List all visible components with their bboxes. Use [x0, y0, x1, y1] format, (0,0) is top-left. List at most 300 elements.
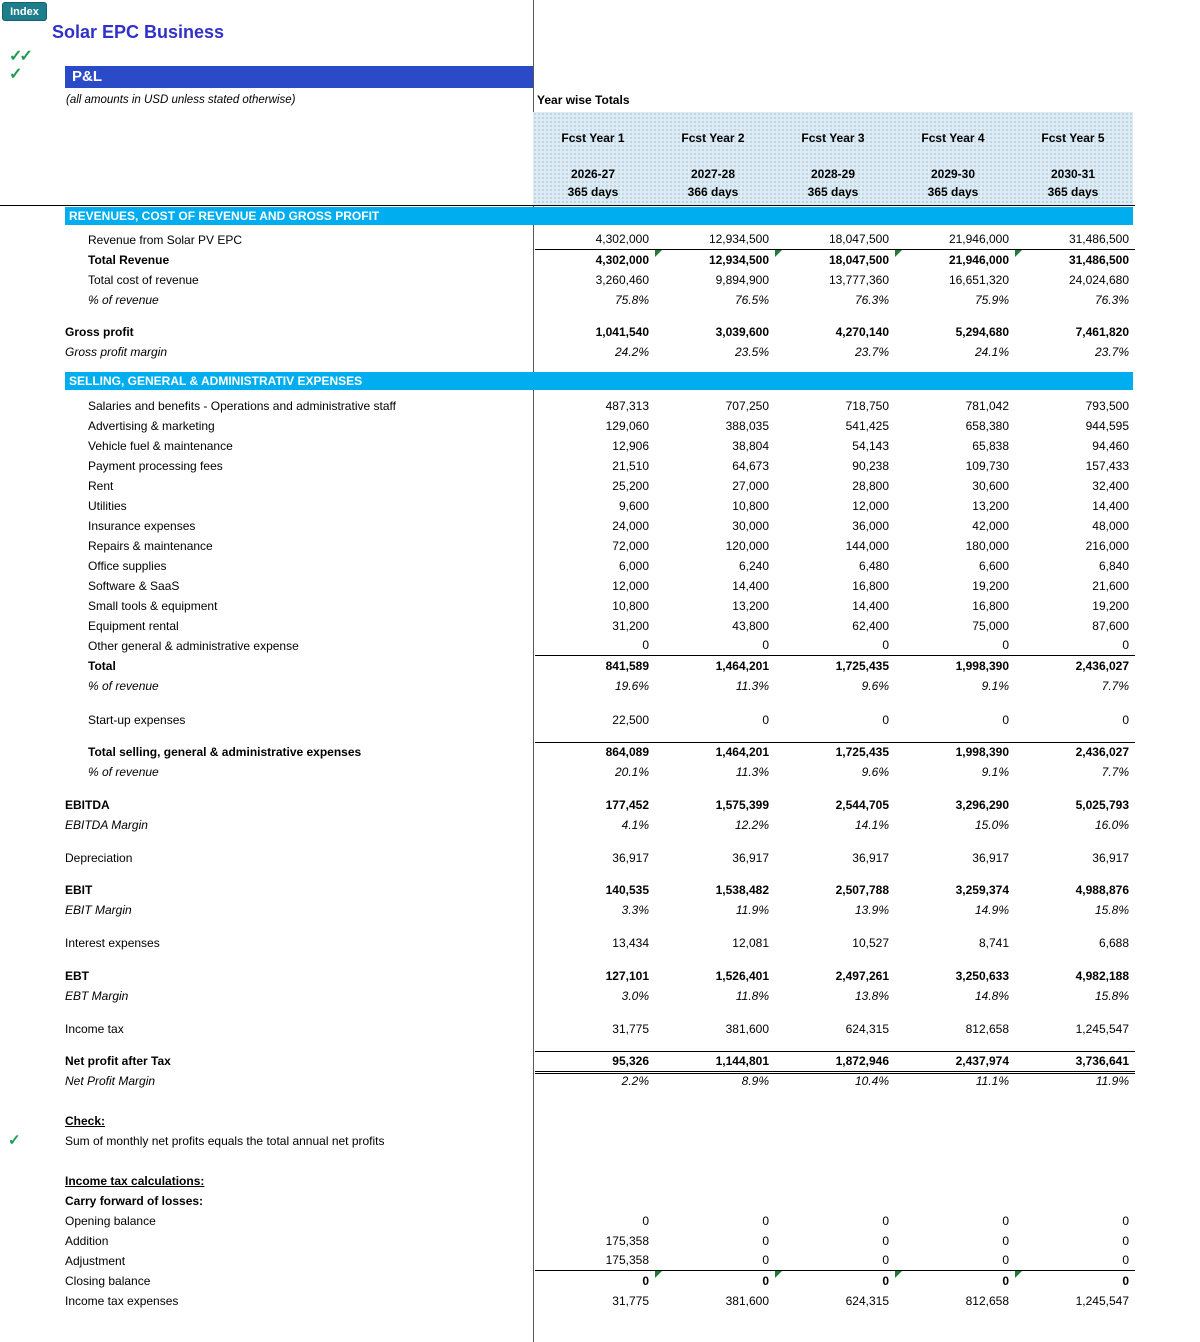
value-cell[interactable]: 0 — [1122, 1214, 1129, 1228]
table-row — [0, 900, 1135, 920]
column-header-days: 366 days — [687, 185, 739, 199]
row-label-cell[interactable]: Total — [88, 659, 116, 673]
value-cell[interactable]: 90,238 — [852, 459, 889, 473]
row-label-cell[interactable]: Sum of monthly net profits equals the total annual net profits — [65, 1134, 385, 1148]
value-cell[interactable]: 24.1% — [974, 345, 1009, 359]
value-cell[interactable]: 388,035 — [725, 419, 769, 433]
row-label-cell[interactable]: EBIT — [65, 883, 93, 897]
value-cell[interactable]: 9.1% — [981, 765, 1009, 779]
value-cell[interactable]: 175,358 — [605, 1234, 649, 1248]
value-cell[interactable]: 4,302,000 — [535, 230, 655, 250]
value-cell[interactable]: 0 — [655, 1251, 775, 1271]
value-cell[interactable]: 31,775 — [612, 1294, 649, 1308]
table-row — [0, 1191, 1135, 1211]
spacer — [0, 362, 1135, 372]
check-icon: ✓ — [9, 66, 23, 83]
value-cell[interactable]: 27,000 — [732, 479, 769, 493]
value-cell[interactable]: 11.9% — [1095, 1074, 1129, 1088]
value-cell[interactable]: 658,380 — [965, 419, 1009, 433]
table-row — [0, 1271, 1135, 1291]
table-row — [0, 795, 1135, 815]
value-cell[interactable]: 216,000 — [1085, 539, 1129, 553]
spacer — [0, 868, 1135, 880]
value-cell[interactable]: 11.9% — [735, 903, 769, 917]
table-row — [0, 815, 1135, 835]
row-label-cell[interactable]: Other general & administrative expense — [88, 639, 299, 653]
value-cell[interactable]: 10,800 — [612, 599, 649, 613]
value-cell[interactable]: 20.1% — [614, 765, 649, 779]
value-cell[interactable]: 7.7% — [1101, 765, 1129, 779]
value-cell[interactable]: 2,544,705 — [835, 798, 889, 812]
value-cell[interactable]: 72,000 — [612, 539, 649, 553]
row-label-cell[interactable]: EBIT Margin — [65, 903, 132, 917]
row-label-cell[interactable]: % of revenue — [88, 765, 159, 779]
value-cell[interactable]: 11.1% — [975, 1074, 1009, 1088]
value-cell[interactable]: 177,452 — [605, 798, 649, 812]
value-cell[interactable]: 12.2% — [734, 818, 769, 832]
table-row — [0, 476, 1135, 496]
value-cell[interactable]: 0 — [1122, 713, 1129, 727]
value-cell[interactable]: 16,651,320 — [948, 273, 1009, 287]
value-cell[interactable]: 25,200 — [612, 479, 649, 493]
value-cell[interactable]: 144,000 — [845, 539, 889, 553]
value-cell[interactable]: 120,000 — [725, 539, 769, 553]
value-cell[interactable]: 14,400 — [732, 579, 769, 593]
value-cell[interactable]: 3,736,641 — [1015, 1051, 1135, 1074]
row-label-cell[interactable]: EBT — [65, 969, 89, 983]
spacer — [0, 696, 1135, 710]
value-cell[interactable]: 87,600 — [1092, 619, 1129, 633]
value-cell[interactable]: 180,000 — [965, 539, 1009, 553]
row-label-cell[interactable]: Small tools & equipment — [88, 599, 218, 613]
value-cell[interactable]: 3,039,600 — [715, 325, 769, 339]
spacer — [0, 730, 1135, 742]
value-cell[interactable]: 1,144,801 — [655, 1051, 775, 1074]
value-cell[interactable]: 16.0% — [1094, 818, 1129, 832]
value-cell[interactable]: 5,294,680 — [955, 325, 1009, 339]
value-cell[interactable]: 1,725,435 — [835, 659, 889, 673]
value-cell[interactable]: 95,326 — [535, 1051, 655, 1074]
value-cell[interactable]: 1,725,435 — [775, 742, 895, 762]
value-cell[interactable]: 0 — [1002, 1214, 1009, 1228]
value-cell[interactable]: 2.2% — [621, 1074, 649, 1088]
value-cell[interactable]: 0 — [882, 1214, 889, 1228]
table-row — [0, 536, 1135, 556]
value-cell[interactable]: 24.2% — [614, 345, 649, 359]
value-cell[interactable]: 19.6% — [614, 679, 649, 693]
value-cell[interactable]: 0 — [775, 1251, 895, 1271]
value-cell[interactable]: 65,838 — [972, 439, 1009, 453]
value-cell[interactable]: 12,934,500 — [655, 230, 775, 250]
value-cell[interactable]: 36,917 — [852, 851, 889, 865]
value-cell[interactable]: 12,000 — [612, 579, 649, 593]
row-label-cell[interactable]: Check: — [65, 1114, 106, 1128]
column-header-period: 2028-29 — [810, 167, 856, 181]
value-cell[interactable]: 1,041,540 — [595, 325, 649, 339]
row-label-cell[interactable]: Gross profit margin — [65, 345, 168, 359]
value-cell[interactable]: 6,480 — [858, 559, 889, 573]
value-cell[interactable]: 16,800 — [972, 599, 1009, 613]
row-label-cell[interactable]: Total selling, general & administrative expenses — [88, 745, 362, 759]
row-label-cell[interactable]: Software & SaaS — [88, 579, 180, 593]
table-row — [0, 933, 1135, 953]
value-cell[interactable]: 0 — [895, 636, 1015, 656]
green-corner-flag-icon — [895, 1271, 902, 1278]
table-row — [0, 1051, 1135, 1071]
value-cell[interactable]: 16,800 — [852, 579, 889, 593]
value-cell[interactable]: 0 — [1015, 636, 1135, 656]
value-cell[interactable]: 381,600 — [725, 1294, 769, 1308]
value-cell[interactable]: 15.8% — [1094, 903, 1129, 917]
value-cell[interactable]: 0 — [762, 1234, 769, 1248]
value-cell[interactable]: 7.7% — [1101, 679, 1129, 693]
value-cell[interactable]: 62,400 — [852, 619, 889, 633]
spacer — [0, 1006, 1135, 1019]
value-cell[interactable]: 1,464,201 — [715, 659, 769, 673]
sheet-title-bar[interactable] — [65, 66, 533, 88]
column-header-period: 2027-28 — [690, 167, 736, 181]
section-header-bar[interactable] — [65, 207, 1133, 225]
row-label-cell[interactable]: Total Revenue — [88, 253, 170, 267]
value-cell[interactable]: 36,917 — [612, 851, 649, 865]
table-row — [0, 1291, 1135, 1311]
row-label-cell[interactable]: Income tax — [65, 1022, 124, 1036]
row-label-cell[interactable]: Salaries and benefits - Operations and administrative staff — [88, 399, 396, 413]
value-cell[interactable]: 14.8% — [974, 989, 1009, 1003]
value-cell[interactable]: 28,800 — [852, 479, 889, 493]
value-cell[interactable]: 21,946,000 — [895, 250, 1015, 270]
value-cell[interactable]: 2,437,974 — [895, 1051, 1015, 1074]
value-cell[interactable]: 13.8% — [854, 989, 889, 1003]
table-row — [0, 656, 1135, 676]
index-button[interactable]: Index — [2, 2, 47, 21]
value-cell[interactable]: 14,400 — [852, 599, 889, 613]
row-label-cell[interactable]: Utilities — [88, 499, 127, 513]
row-label-cell[interactable]: Adjustment — [65, 1254, 126, 1268]
row-label-cell[interactable]: Net profit after Tax — [65, 1054, 171, 1068]
value-cell[interactable]: 6,840 — [1098, 559, 1129, 573]
row-label-cell[interactable]: % of revenue — [88, 293, 159, 307]
value-cell[interactable]: 23.5% — [734, 345, 769, 359]
value-cell[interactable]: 793,500 — [1085, 399, 1129, 413]
row-label-cell[interactable]: Advertising & marketing — [88, 419, 215, 433]
value-cell[interactable]: 48,000 — [1092, 519, 1129, 533]
value-cell[interactable]: 127,101 — [605, 969, 649, 983]
value-cell[interactable]: 0 — [882, 713, 889, 727]
row-label-cell[interactable]: Rent — [88, 479, 114, 493]
value-cell[interactable]: 75.8% — [614, 293, 649, 307]
row-label-cell[interactable]: Start-up expenses — [88, 713, 186, 727]
value-cell[interactable]: 22,500 — [612, 713, 649, 727]
value-cell[interactable]: 76.5% — [734, 293, 769, 307]
spacer — [0, 782, 1135, 795]
value-cell[interactable]: 0 — [775, 636, 895, 656]
value-cell[interactable]: 64,673 — [732, 459, 769, 473]
value-cell[interactable]: 109,730 — [965, 459, 1009, 473]
table-row — [0, 576, 1135, 596]
value-cell[interactable]: 381,600 — [725, 1022, 769, 1036]
value-cell[interactable]: 21,510 — [612, 459, 649, 473]
value-cell[interactable]: 2,436,027 — [1015, 742, 1135, 762]
value-cell[interactable]: 3,250,633 — [955, 969, 1009, 983]
value-cell[interactable]: 54,143 — [852, 439, 889, 453]
section-header-bar[interactable] — [65, 372, 1133, 390]
green-corner-flag-icon — [895, 250, 902, 257]
value-cell[interactable]: 0 — [1002, 713, 1009, 727]
value-cell[interactable]: 781,042 — [965, 399, 1009, 413]
row-label-cell[interactable]: Office supplies — [88, 559, 167, 573]
value-cell[interactable]: 864,089 — [535, 742, 655, 762]
row-label-cell[interactable]: Depreciation — [65, 851, 133, 865]
value-cell[interactable]: 812,658 — [965, 1294, 1009, 1308]
value-cell[interactable]: 43,800 — [732, 619, 769, 633]
row-label-cell[interactable]: Opening balance — [65, 1214, 156, 1228]
value-cell[interactable]: 0 — [1015, 1251, 1135, 1271]
value-cell[interactable]: 0 — [1122, 1234, 1129, 1248]
value-cell[interactable]: 36,000 — [852, 519, 889, 533]
value-cell[interactable]: 23.7% — [1094, 345, 1129, 359]
value-cell[interactable]: 15.8% — [1094, 989, 1129, 1003]
value-cell[interactable]: 14.1% — [854, 818, 889, 832]
value-cell[interactable]: 38,804 — [732, 439, 769, 453]
column-header-period: 2030-31 — [1050, 167, 1096, 181]
value-cell[interactable]: 140,535 — [605, 883, 649, 897]
value-cell[interactable]: 0 — [655, 636, 775, 656]
value-cell[interactable]: 0 — [655, 1271, 775, 1291]
value-cell[interactable]: 3,259,374 — [955, 883, 1009, 897]
value-cell[interactable]: 0 — [882, 1234, 889, 1248]
value-cell[interactable]: 75,000 — [972, 619, 1009, 633]
value-cell[interactable]: 0 — [895, 1271, 1015, 1291]
value-cell[interactable]: 9,600 — [618, 499, 649, 513]
row-label-cell[interactable]: Total cost of revenue — [88, 273, 199, 287]
row-label-cell[interactable]: Gross profit — [65, 325, 134, 339]
table-row — [0, 880, 1135, 900]
value-cell[interactable]: 1,464,201 — [655, 742, 775, 762]
value-cell[interactable]: 31,775 — [612, 1022, 649, 1036]
value-cell[interactable]: 3,296,290 — [955, 798, 1009, 812]
value-cell[interactable]: 707,250 — [725, 399, 769, 413]
value-cell[interactable]: 24,024,680 — [1068, 273, 1129, 287]
value-cell[interactable]: 1,998,390 — [895, 742, 1015, 762]
value-cell[interactable]: 9,894,900 — [715, 273, 769, 287]
value-cell[interactable]: 157,433 — [1085, 459, 1129, 473]
value-cell[interactable]: 12,906 — [612, 439, 649, 453]
value-cell[interactable]: 3,260,460 — [595, 273, 649, 287]
table-row — [0, 636, 1135, 656]
value-cell[interactable]: 1,872,946 — [775, 1051, 895, 1074]
value-cell[interactable]: 36,917 — [972, 851, 1009, 865]
column-header-name: Fcst Year 2 — [681, 131, 745, 145]
value-cell[interactable]: 8,741 — [978, 936, 1009, 950]
table-row — [0, 616, 1135, 636]
value-cell[interactable]: 0 — [1015, 1271, 1135, 1291]
value-cell[interactable]: 0 — [762, 713, 769, 727]
column-header[interactable] — [533, 112, 653, 205]
value-cell[interactable]: 9.6% — [861, 765, 889, 779]
value-cell[interactable]: 4,988,876 — [1075, 883, 1129, 897]
value-cell[interactable]: 0 — [642, 1274, 649, 1288]
spacer — [0, 920, 1135, 933]
row-label-cell[interactable]: % of revenue — [88, 679, 159, 693]
value-cell[interactable]: 9.6% — [861, 679, 889, 693]
column-header-days: 365 days — [927, 185, 979, 199]
value-cell[interactable]: 75.9% — [974, 293, 1009, 307]
value-cell[interactable]: 8.9% — [741, 1074, 769, 1088]
value-cell[interactable]: 7,461,820 — [1075, 325, 1129, 339]
value-cell[interactable]: 129,060 — [605, 419, 649, 433]
value-cell[interactable]: 0 — [775, 1271, 895, 1291]
row-label-cell[interactable]: Net Profit Margin — [65, 1074, 156, 1088]
value-cell[interactable]: 10.4% — [854, 1074, 889, 1088]
value-cell[interactable]: 18,047,500 — [775, 250, 895, 270]
value-cell[interactable]: 0 — [642, 1214, 649, 1228]
value-cell[interactable]: 5,025,793 — [1075, 798, 1129, 812]
value-cell[interactable]: 0 — [895, 1251, 1015, 1271]
table-row — [0, 966, 1135, 986]
row-label-cell[interactable]: Equipment rental — [88, 619, 179, 633]
table-row — [0, 516, 1135, 536]
value-cell[interactable]: 21,946,000 — [895, 230, 1015, 250]
row-label-cell[interactable]: Revenue from Solar PV EPC — [88, 233, 243, 247]
value-cell[interactable]: 2,507,788 — [835, 883, 889, 897]
value-cell[interactable]: 76.3% — [854, 293, 889, 307]
value-cell[interactable]: 18,047,500 — [775, 230, 895, 250]
value-cell[interactable]: 3.0% — [621, 989, 649, 1003]
value-cell[interactable]: 624,315 — [845, 1294, 889, 1308]
value-cell[interactable]: 1,575,399 — [715, 798, 769, 812]
value-cell[interactable]: 718,750 — [845, 399, 889, 413]
column-header[interactable] — [653, 112, 773, 205]
value-cell[interactable]: 1,998,390 — [955, 659, 1009, 673]
value-cell[interactable]: 31,486,500 — [1015, 250, 1135, 270]
value-cell[interactable]: 0 — [762, 1214, 769, 1228]
value-cell[interactable]: 4.1% — [621, 818, 649, 832]
value-cell[interactable]: 487,313 — [605, 399, 649, 413]
row-label-cell[interactable]: EBITDA Margin — [65, 818, 148, 832]
value-cell[interactable]: 12,934,500 — [655, 250, 775, 270]
table-row — [0, 1019, 1135, 1039]
value-cell[interactable]: 76.3% — [1094, 293, 1129, 307]
value-cell[interactable]: 13,200 — [732, 599, 769, 613]
value-cell[interactable]: 42,000 — [972, 519, 1009, 533]
row-label-cell[interactable]: Closing balance — [65, 1274, 151, 1288]
table-row — [0, 436, 1135, 456]
value-cell[interactable]: 10,800 — [732, 499, 769, 513]
value-cell[interactable]: 21,600 — [1092, 579, 1129, 593]
value-cell[interactable]: 13,200 — [972, 499, 1009, 513]
value-cell[interactable]: 841,589 — [605, 659, 649, 673]
value-cell[interactable]: 1,526,401 — [715, 969, 769, 983]
value-cell[interactable]: 24,000 — [612, 519, 649, 533]
value-cell[interactable]: 13,434 — [612, 936, 649, 950]
value-cell[interactable]: 1,245,547 — [1075, 1294, 1129, 1308]
value-cell[interactable]: 12,081 — [732, 936, 769, 950]
row-label-cell[interactable]: Income tax calculations: — [65, 1174, 205, 1188]
value-cell[interactable]: 11.3% — [735, 765, 769, 779]
row-label-cell[interactable]: EBITDA — [65, 798, 110, 812]
value-cell[interactable]: 6,688 — [1098, 936, 1129, 950]
table-row — [0, 290, 1135, 310]
table-row — [0, 1171, 1135, 1191]
value-cell[interactable]: 31,200 — [612, 619, 649, 633]
value-cell[interactable]: 1,245,547 — [1075, 1022, 1129, 1036]
value-cell[interactable]: 944,595 — [1085, 419, 1129, 433]
value-cell[interactable]: 2,436,027 — [1075, 659, 1129, 673]
value-cell[interactable]: 12,000 — [852, 499, 889, 513]
table-row — [0, 848, 1135, 868]
value-cell[interactable]: 30,000 — [732, 519, 769, 533]
value-cell[interactable]: 3.3% — [621, 903, 649, 917]
column-header-days: 365 days — [807, 185, 859, 199]
value-cell[interactable]: 10,527 — [852, 936, 889, 950]
row-label-cell[interactable]: EBT Margin — [65, 989, 129, 1003]
value-cell[interactable]: 175,358 — [535, 1251, 655, 1271]
value-cell[interactable]: 36,917 — [732, 851, 769, 865]
value-cell[interactable]: 32,400 — [1092, 479, 1129, 493]
value-cell[interactable]: 13,777,360 — [828, 273, 889, 287]
page-title: Solar EPC Business — [52, 22, 225, 42]
value-cell[interactable]: 1,538,482 — [715, 883, 769, 897]
value-cell[interactable]: 0 — [1002, 1234, 1009, 1248]
spacer — [0, 835, 1135, 848]
value-cell[interactable]: 31,486,500 — [1015, 230, 1135, 250]
value-cell[interactable]: 14,400 — [1092, 499, 1129, 513]
value-cell[interactable]: 11.8% — [735, 989, 769, 1003]
table-row — [0, 456, 1135, 476]
value-cell[interactable]: 4,270,140 — [835, 325, 889, 339]
row-label-cell[interactable]: Income tax expenses — [65, 1294, 179, 1308]
value-cell[interactable]: 6,240 — [738, 559, 769, 573]
row-label-cell[interactable]: Vehicle fuel & maintenance — [88, 439, 233, 453]
value-cell[interactable]: 2,497,261 — [835, 969, 889, 983]
value-cell[interactable]: 6,000 — [618, 559, 649, 573]
value-cell[interactable]: 14.9% — [974, 903, 1009, 917]
value-cell[interactable]: 15.0% — [974, 818, 1009, 832]
column-header[interactable] — [773, 112, 893, 205]
column-header[interactable] — [893, 112, 1013, 205]
row-label-cell[interactable]: Insurance expenses — [88, 519, 196, 533]
row-label-cell[interactable]: Repairs & maintenance — [88, 539, 213, 553]
value-cell[interactable]: 6,600 — [978, 559, 1009, 573]
row-label-cell[interactable]: Payment processing fees — [88, 459, 223, 473]
value-cell[interactable]: 13.9% — [854, 903, 889, 917]
value-cell[interactable]: 4,982,188 — [1075, 969, 1129, 983]
column-header-period: 2026-27 — [570, 167, 616, 181]
value-cell[interactable]: 624,315 — [845, 1022, 889, 1036]
column-header-name: Fcst Year 1 — [561, 131, 625, 145]
value-cell[interactable]: 812,658 — [965, 1022, 1009, 1036]
value-cell[interactable]: 36,917 — [1092, 851, 1129, 865]
value-cell[interactable]: 9.1% — [981, 679, 1009, 693]
row-label-cell[interactable]: Carry forward of losses: — [65, 1194, 204, 1208]
value-cell[interactable]: 4,302,000 — [595, 253, 649, 267]
value-cell[interactable]: 23.7% — [854, 345, 889, 359]
column-header-days: 365 days — [567, 185, 619, 199]
value-cell[interactable]: 0 — [535, 636, 655, 656]
column-header[interactable] — [1013, 112, 1133, 205]
value-cell[interactable]: 30,600 — [972, 479, 1009, 493]
value-cell[interactable]: 19,200 — [1092, 599, 1129, 613]
green-corner-flag-icon — [775, 250, 782, 257]
value-cell[interactable]: 19,200 — [972, 579, 1009, 593]
row-label-cell[interactable]: Interest expenses — [65, 936, 160, 950]
units-subtitle: (all amounts in USD unless stated otherwise) — [66, 94, 296, 106]
value-cell[interactable]: 11.3% — [735, 679, 769, 693]
value-cell[interactable]: 541,425 — [845, 419, 889, 433]
value-cell[interactable]: 94,460 — [1092, 439, 1129, 453]
row-label-cell[interactable]: Addition — [65, 1234, 109, 1248]
